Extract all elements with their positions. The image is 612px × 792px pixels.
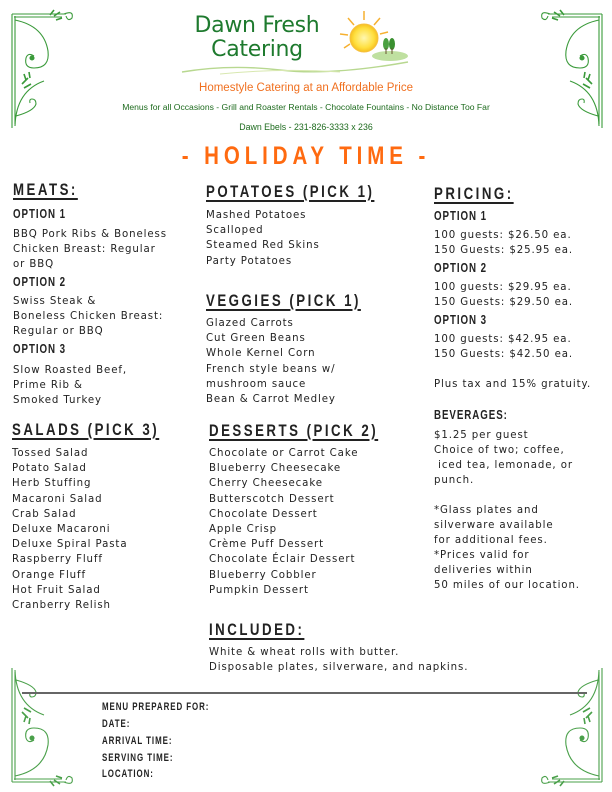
contact-info: Dawn Ebels - 231-826-3333 x 236 [239, 122, 373, 132]
meats-option-1-line-1: BBQ Pork Ribs & Boneless [13, 229, 167, 240]
included-heading: INCLUDED: [209, 620, 305, 639]
serving-time-field: SERVING TIME: [102, 752, 174, 764]
list-item: Party Potatoes [206, 255, 293, 267]
potatoes-heading: POTATOES (PICK 1) [206, 182, 375, 201]
logo-wordmark [182, 14, 332, 62]
page-title: - HOLIDAY TIME - [181, 142, 431, 170]
beverages-heading: BEVERAGES: [434, 408, 508, 422]
list-item: Crab Salad [12, 508, 77, 520]
pricing-option-2-label: OPTION 2 [434, 261, 488, 275]
menu-prepared-for-field: MENU PREPARED FOR: [102, 701, 210, 713]
vine-ornament-icon [4, 665, 74, 790]
beverages-line-3: iced tea, lemonade, or [434, 460, 573, 471]
vine-ornament-icon [540, 665, 610, 790]
meats-option-2-line-1: Swiss Steak & [13, 296, 97, 307]
pricing-option-3-line-2: 150 Guests: $42.50 ea. [434, 349, 574, 360]
list-item: Scalloped [206, 225, 264, 237]
list-item: Chocolate Éclair Dessert [209, 554, 356, 566]
arrival-time-field: ARRIVAL TIME: [102, 735, 173, 747]
list-item: Mashed Potatoes [206, 210, 307, 221]
list-item: mushroom sauce [206, 378, 307, 390]
list-item: French style beans w/ [206, 363, 336, 375]
meats-option-3-line-2: Prime Rib & [13, 380, 83, 391]
list-item: Deluxe Spiral Pasta [12, 539, 128, 551]
pricing-option-2-line-2: 150 Guests: $29.50 ea. [434, 297, 574, 308]
logo-line-1: Dawn Fresh [194, 13, 320, 38]
list-item: Whole Kernel Corn [206, 348, 316, 360]
divider-line [22, 692, 587, 694]
corner-ornament-bottom-right [540, 665, 610, 790]
list-item: Raspberry Fluff [12, 554, 103, 566]
footnote-line-4: *Prices valid for [434, 550, 530, 561]
footnote-line-3: for additional fees. [434, 535, 548, 546]
corner-ornament-bottom-left [4, 665, 74, 790]
list-item: Chocolate Dessert [209, 508, 318, 520]
list-item: Orange Fluff [12, 569, 86, 581]
corner-ornament-top-left [4, 6, 74, 131]
location-field: LOCATION: [102, 768, 154, 780]
salads-list [12, 446, 127, 613]
desserts-heading: DESSERTS (PICK 2) [209, 421, 379, 440]
veggies-list [206, 316, 336, 407]
list-item: Hot Fruit Salad [12, 584, 101, 596]
list-item: Steamed Red Skins [206, 240, 320, 252]
list-item: Chocolate or Carrot Cake [209, 448, 359, 459]
list-item: Deluxe Macaroni [12, 524, 111, 536]
included-line-1: White & wheat rolls with butter. [209, 647, 400, 658]
vine-ornament-icon [4, 6, 74, 131]
services-list: Menus for all Occasions - Grill and Roaster Rentals - Chocolate Fountains - No Distance Too Far [122, 102, 490, 112]
sun-with-trees-icon [330, 8, 410, 68]
list-item: Blueberry Cobbler [209, 569, 317, 581]
list-item: Bean & Carrot Medley [206, 394, 336, 406]
tagline: Homestyle Catering at an Affordable Price [199, 82, 413, 94]
footnote-line-2: silverware available [434, 520, 554, 531]
meats-option-3-line-1: Slow Roasted Beef, [13, 365, 128, 376]
list-item: Herb Stuffing [12, 478, 92, 490]
list-item: Cranberry Relish [12, 600, 111, 612]
list-item: Butterscotch Dessert [209, 493, 335, 505]
vine-ornament-icon [540, 6, 610, 131]
meats-option-1-line-3: or BBQ [13, 259, 55, 270]
desserts-list [209, 446, 358, 598]
meats-heading: MEATS: [13, 180, 78, 199]
veggies-heading: VEGGIES (PICK 1) [206, 291, 361, 310]
list-item: Crème Puff Dessert [209, 539, 324, 551]
list-item: Tossed Salad [12, 448, 89, 459]
date-field: DATE: [102, 718, 131, 730]
pricing-option-3-label: OPTION 3 [434, 313, 488, 327]
list-item: Cherry Cheesecake [209, 478, 323, 490]
meats-option-3-line-3: Smoked Turkey [13, 395, 102, 406]
pricing-option-2-line-1: 100 guests: $29.95 ea. [434, 282, 572, 293]
pricing-note: Plus tax and 15% gratuity. [434, 379, 592, 390]
list-item: Apple Crisp [209, 524, 278, 536]
pricing-option-1-line-2: 150 Guests: $25.95 ea. [434, 245, 574, 256]
meats-option-2-line-3: Regular or BBQ [13, 326, 104, 337]
potatoes-list [206, 208, 320, 269]
swoosh-line-icon [180, 60, 410, 78]
list-item: Pumpkin Dessert [209, 584, 309, 596]
footnote-line-6: 50 miles of our location. [434, 580, 580, 591]
beverages-line-2: Choice of two; coffee, [434, 445, 565, 456]
logo-line-2: Catering [211, 37, 303, 62]
salads-heading: SALADS (PICK 3) [12, 420, 160, 439]
footnote-line-5: deliveries within [434, 565, 533, 576]
list-item: Cut Green Beans [206, 333, 306, 345]
pricing-option-1-line-1: 100 guests: $26.50 ea. [434, 230, 572, 241]
list-item: Blueberry Cheesecake [209, 463, 342, 475]
footnote-line-1: *Glass plates and [434, 505, 539, 516]
meats-option-2-label: OPTION 2 [13, 275, 67, 289]
meats-option-1-label: OPTION 1 [13, 207, 67, 221]
meats-option-1-line-2: Chicken Breast: Regular [13, 244, 156, 255]
list-item: Glazed Carrots [206, 318, 294, 329]
corner-ornament-top-right [540, 6, 610, 131]
beverages-line-1: $1.25 per guest [434, 430, 529, 441]
pricing-option-1-label: OPTION 1 [434, 209, 488, 223]
meats-option-2-line-2: Boneless Chicken Breast: [13, 311, 164, 322]
meats-option-3-label: OPTION 3 [13, 342, 67, 356]
pricing-heading: PRICING: [434, 184, 514, 203]
pricing-option-3-line-1: 100 guests: $42.95 ea. [434, 334, 572, 345]
beverages-line-4: punch. [434, 475, 475, 486]
list-item: Macaroni Salad [12, 493, 103, 505]
included-line-2: Disposable plates, silverware, and napkins. [209, 662, 469, 673]
list-item: Potato Salad [12, 463, 87, 475]
